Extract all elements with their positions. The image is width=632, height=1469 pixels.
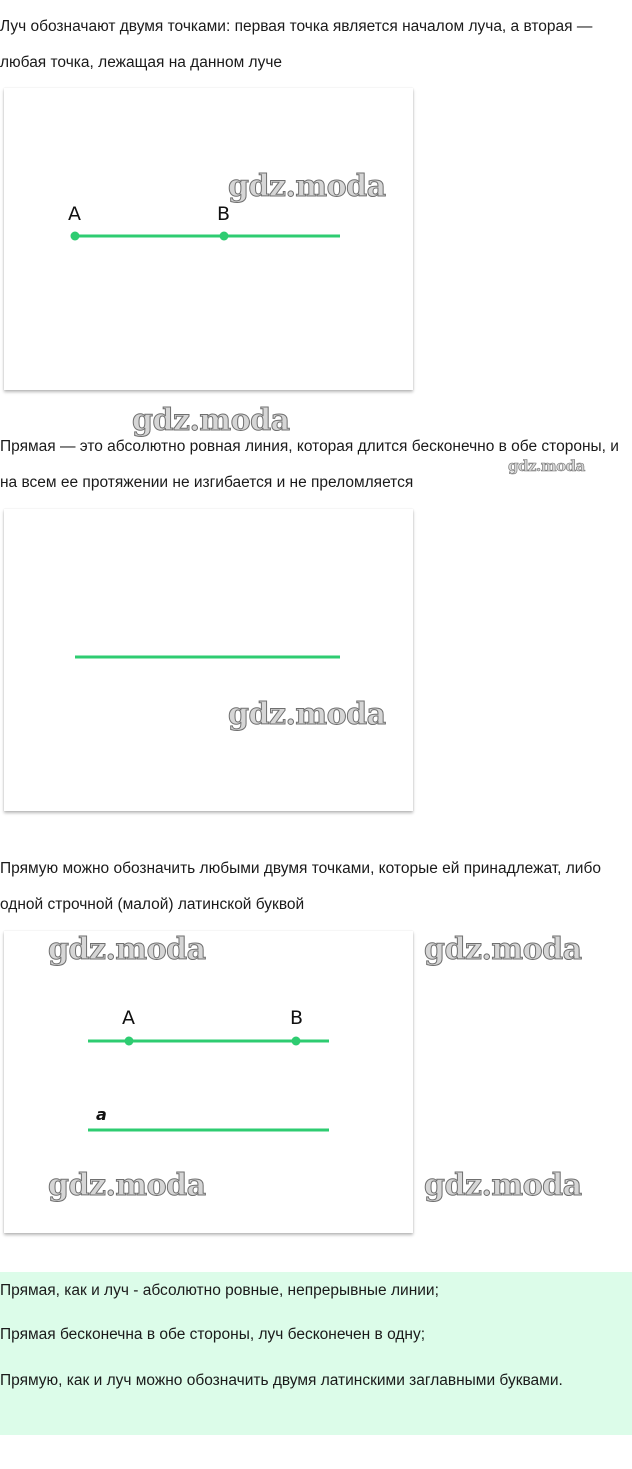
line-point-b [292, 1037, 301, 1046]
line-definition-text: Прямая — это абсолютно ровная линия, которая длится бесконечно в обе стороны, и на всем ее протяжении не изгибается и не преломляется [0, 438, 619, 491]
ray-point-a [71, 232, 80, 241]
ray-label-a: A [68, 203, 81, 225]
watermark-text: gdz.moda [228, 697, 386, 732]
ray-figure [4, 88, 413, 390]
watermark-text: gdz.moda [228, 169, 386, 204]
summary-item-3: Прямую, как и луч можно обозначить двумя латинскими заглавными буквами. [0, 1372, 563, 1389]
ray-label-b: B [217, 203, 231, 225]
ray-point-b [220, 232, 229, 241]
line-figure [4, 509, 413, 811]
line-label-lowercase-a: a [96, 1105, 107, 1124]
summary-item-1: Прямая, как и луч - абсолютно ровные, непрерывные линии; [0, 1282, 439, 1299]
line-notation-text: Прямую можно обозначить любыми двумя точками, которые ей принадлежат, либо одной строчной (малой) латинской буквой [0, 860, 601, 913]
ray-definition-text: Луч обозначают двумя точками: первая точка является началом луча, а вторая — любая точка, лежащая на данном луче [0, 18, 593, 71]
line-figure-card [4, 509, 413, 811]
watermark-text: gdz.moda [424, 932, 582, 967]
line-label-b: B [290, 1007, 304, 1029]
watermark-text: gdz.moda [48, 1168, 206, 1203]
summary-note [0, 1272, 632, 1435]
watermark-text: gdz.moda [508, 457, 585, 475]
ray-figure-card [4, 88, 413, 390]
watermark-text: gdz.moda [48, 932, 206, 967]
line-point-a [125, 1037, 134, 1046]
line-label-a: A [122, 1007, 135, 1029]
summary-item-2: Прямая бесконечна в обе стороны, луч бесконечен в одну; [0, 1326, 426, 1343]
line-notation-figure-card [4, 931, 413, 1233]
watermark-text: gdz.moda [132, 403, 290, 438]
watermark-text: gdz.moda [424, 1168, 582, 1203]
